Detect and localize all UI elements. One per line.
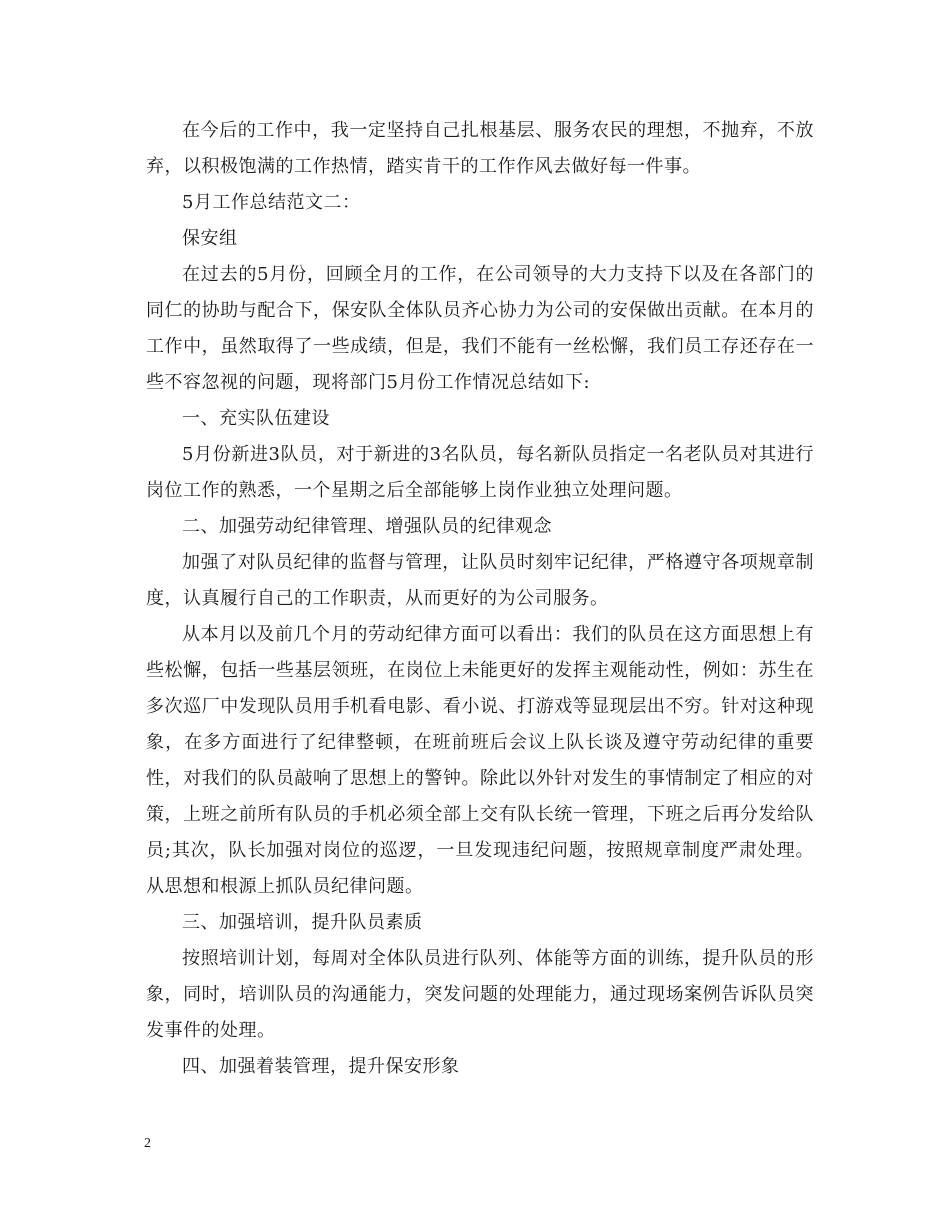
department-label: 保安组 — [182, 228, 238, 249]
heading-2: 二、加强劳动纪律管理、增强队员的纪律观念 — [182, 516, 552, 537]
paragraph: 从本月以及前几个月的劳动纪律方面可以看出：我们的队员在这方面思想上有些松懈，包括一些基层领班，在岗位上未能更好的发挥主观能动性，例如：苏生在多次巡厂中发现队员用手机看电影、看小说、打游戏等显现层出不穷。针对这种现象，在多方面进行了纪律整顿，在班前班后会议上队长谈及遵守劳动纪律的重要性，对我们的队员敲响了思想上的警钟。除此以外针对发生的事情制定了相应的对策，上班之前所有队员的手机必须全部上交有队长统一管理，下班之后再分发给队员;其次，队长加强对岗位的巡逻，一旦发现违纪问题，按照规章制度严肃处理。从思想和根源上抓队员纪律问题。 — [146, 624, 814, 897]
document-body — [146, 113, 814, 1085]
heading-3: 三、加强培训，提升队员素质 — [182, 912, 423, 933]
paragraph: 按照培训计划，每周对全体队员进行队列、体能等方面的训练，提升队员的形象，同时，培训队员的沟通能力，突发问题的处理能力，通过现场案例告诉队员突发事件的处理。 — [146, 948, 814, 1041]
paragraph: 在过去的5月份，回顾全月的工作，在公司领导的大力支持下以及在各部门的同仁的协助与配合下，保安队全体队员齐心协力为公司的安保做出贡献。在本月的工作中，虽然取得了一些成绩，但是，我们不能有一丝松懈，我们员工存还存在一些不容忽视的问题，现将部门5月份工作情况总结如下: — [146, 264, 814, 393]
paragraph: 在今后的工作中，我一定坚持自己扎根基层、服务农民的理想，不抛弃，不放弃，以积极饱满的工作热情，踏实肯干的工作作风去做好每一件事。 — [146, 120, 814, 177]
paragraph: 加强了对队员纪律的监督与管理，让队员时刻牢记纪律，严格遵守各项规章制度，认真履行自己的工作职责，从而更好的为公司服务。 — [146, 552, 814, 609]
heading-1: 一、充实队伍建设 — [182, 408, 330, 429]
page-number: 2 — [144, 1136, 151, 1151]
paragraph: 5月份新进3队员，对于新进的3名队员，每名新队员指定一名老队员对其进行岗位工作的熟悉，一个星期之后全部能够上岗作业独立处理问题。 — [146, 444, 814, 501]
heading-4: 四、加强着装管理，提升保安形象 — [182, 1056, 460, 1077]
section-title: 5月工作总结范文二： — [182, 192, 361, 213]
